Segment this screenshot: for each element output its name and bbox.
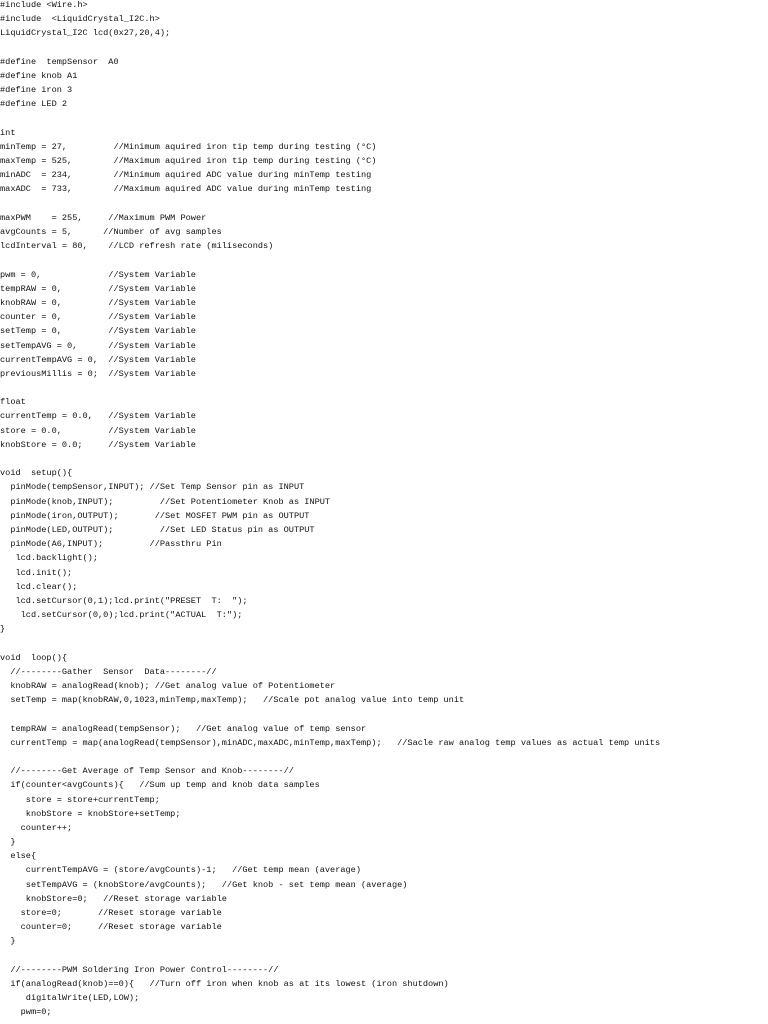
code-line: currentTempAVG = 0, //System Variable: [0, 354, 196, 365]
code-line: pwm = 0, //System Variable: [0, 269, 196, 280]
code-line: [0, 707, 768, 721]
code-line: }: [0, 624, 6, 635]
code-line: pinMode(knob,INPUT); //Set Potentiometer Knob as INPUT: [0, 496, 331, 507]
code-line: maxTemp = 525, //Maximum aquired iron tip temp during testing (°C): [0, 156, 377, 167]
code-line: counter++;: [0, 822, 73, 833]
code-line: //--------Get Average of Temp Sensor and Knob--------//: [0, 766, 294, 777]
code-line: maxADC = 733, //Maximum aquired ADC value during minTemp testing: [0, 184, 372, 195]
code-line: pinMode(iron,OUTPUT); //Set MOSFET PWM pin as OUTPUT: [0, 510, 310, 521]
code-line: currentTemp = 0.0, //System Variable: [0, 411, 196, 422]
code-line: tempRAW = analogRead(tempSensor); //Get analog value of temp sensor: [0, 723, 367, 734]
code-line: avgCounts = 5, //Number of avg samples: [0, 227, 222, 237]
code-line: store = store+currentTemp;: [0, 794, 160, 805]
code-line: //--------Gather Sensor Data--------//: [0, 666, 217, 677]
code-line: //--------PWM Soldering Iron Power Control--------//: [0, 964, 279, 975]
code-line: store=0; //Reset storage variable: [0, 908, 222, 918]
code-line: if(analogRead(knob)==0){ //Turn off iron when knob as at its lowest (iron shutdown): [0, 978, 449, 989]
code-line: previousMillis = 0; //System Variable: [0, 368, 196, 379]
code-line: pinMode(A6,INPUT); //Passthru Pin: [0, 539, 222, 550]
code-line: knobStore=0; //Reset storage variable: [0, 893, 227, 904]
code-line: #define iron 3: [0, 85, 73, 96]
code-line: lcd.clear();: [0, 581, 78, 592]
code-line: [0, 41, 768, 55]
code-line: pinMode(LED,OUTPUT); //Set LED Status pin as OUTPUT: [0, 524, 315, 535]
code-line: lcd.setCursor(0,1);lcd.print("PRESET T: ");: [0, 595, 248, 606]
code-line: void loop(){: [0, 652, 68, 663]
code-line: #include <LiquidCrystal_I2C.h>: [0, 14, 160, 25]
code-line: [0, 253, 768, 267]
code-line: #include <Wire.h>: [0, 0, 88, 10]
code-line: else{: [0, 851, 37, 862]
code-line: pinMode(tempSensor,INPUT); //Set Temp Sensor pin as INPUT: [0, 482, 305, 493]
code-line: pwm=0;: [0, 1007, 52, 1018]
code-line: [0, 949, 768, 963]
code-line: lcd.setCursor(0,0);lcd.print("ACTUAL T:");: [0, 610, 243, 621]
code-line: minTemp = 27, //Minimum aquired iron tip temp during testing (°C): [0, 141, 377, 152]
code-line: #define tempSensor A0: [0, 56, 119, 67]
code-line: if(counter<avgCounts){ //Sum up temp and knob data samples: [0, 780, 320, 791]
code-line: }: [0, 936, 16, 947]
code-line: lcd.backlight();: [0, 553, 98, 564]
code-line: setTemp = 0, //System Variable: [0, 326, 196, 337]
code-line: store = 0.0, //System Variable: [0, 425, 196, 436]
code-line: knobRAW = analogRead(knob); //Get analog value of Potentiometer: [0, 681, 336, 691]
code-line: #define knob A1: [0, 70, 78, 81]
code-line: knobRAW = 0, //System Variable: [0, 297, 196, 308]
code-line: [0, 112, 768, 126]
code-line: lcdInterval = 80, //LCD refresh rate (miliseconds): [0, 241, 274, 252]
code-line: setTempAVG = 0, //System Variable: [0, 340, 196, 351]
code-line: digitalWrite(LED,LOW);: [0, 993, 140, 1004]
code-line: knobStore = 0.0; //System Variable: [0, 439, 196, 450]
code-line: #define LED 2: [0, 99, 68, 110]
code-line: counter=0; //Reset storage variable: [0, 922, 222, 933]
code-line: maxPWM = 255, //Maximum PWM Power: [0, 212, 207, 223]
code-line: minADC = 234, //Minimum aquired ADC value during minTemp testing: [0, 170, 372, 181]
code-line: currentTemp = map(analogRead(tempSensor),minADC,maxADC,minTemp,maxTemp); //Sacle raw analog temp values as actual temp units: [0, 737, 661, 748]
code-line: setTemp = map(knobRAW,0,1023,minTemp,maxTemp); //Scale pot analog value into temp unit: [0, 695, 465, 706]
code-line: setTempAVG = (knobStore/avgCounts); //Get knob - set temp mean (average): [0, 879, 408, 890]
code-line: [0, 452, 768, 466]
code-line: }: [0, 837, 16, 848]
code-line: lcd.init();: [0, 567, 73, 578]
code-line: float: [0, 397, 26, 408]
code-line: counter = 0, //System Variable: [0, 312, 196, 323]
code-line: currentTempAVG = (store/avgCounts)-1; //Get temp mean (average): [0, 865, 361, 876]
code-line: LiquidCrystal_I2C lcd(0x27,20,4);: [0, 28, 171, 39]
code-line: knobStore = knobStore+setTemp;: [0, 808, 181, 819]
code-line: [0, 381, 768, 395]
code-line: tempRAW = 0, //System Variable: [0, 283, 196, 294]
code-line: void setup(){: [0, 468, 73, 479]
code-line: [0, 750, 768, 764]
code-line: [0, 636, 768, 650]
code-line: int: [0, 127, 16, 138]
code-line: [0, 197, 768, 211]
